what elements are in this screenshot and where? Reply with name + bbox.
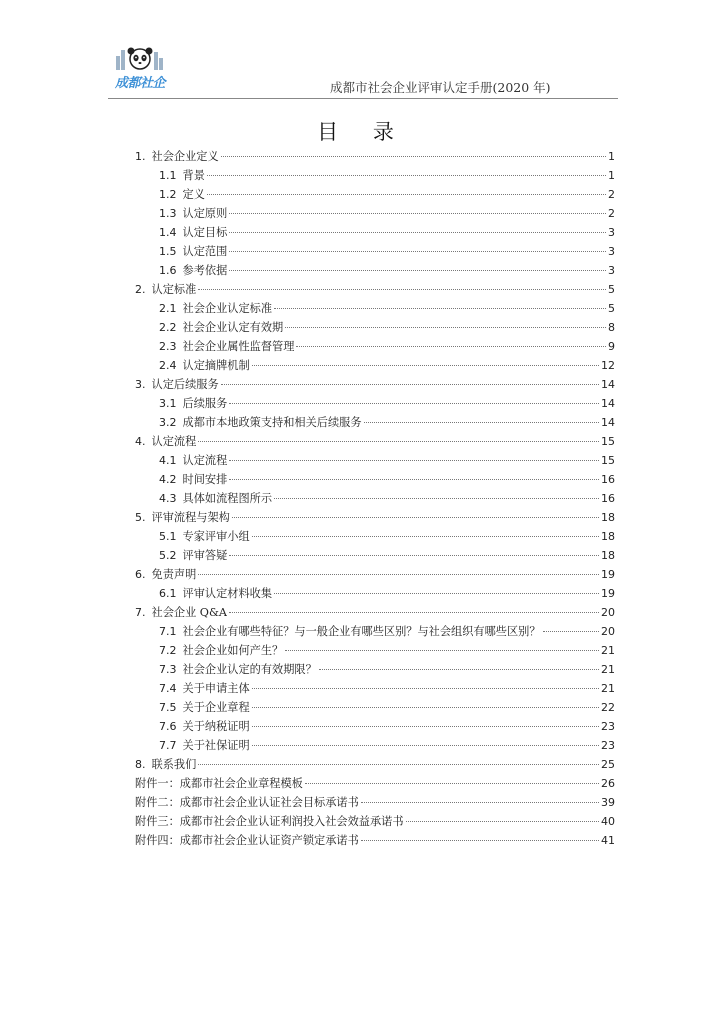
toc-entry-label: 认定后续服务	[151, 378, 219, 391]
toc-entry-number: 5.2	[159, 549, 177, 562]
toc-entry-page: 23	[601, 739, 615, 752]
toc-entry-label: 社会企业定义	[151, 150, 219, 163]
toc-entry-label: 评审流程与架构	[151, 511, 230, 524]
toc-entry-label: 社会企业如何产生？	[182, 644, 284, 657]
toc-title: 目 录	[317, 120, 408, 144]
toc-entry[interactable]	[135, 623, 615, 642]
toc-entry-label: 时间安排	[182, 473, 228, 486]
toc-entry[interactable]	[135, 737, 615, 756]
toc-entry-label: 认定目标	[182, 226, 228, 239]
toc-entry-page: 16	[601, 492, 615, 505]
toc-dot-leader	[229, 251, 606, 252]
toc-entry-label: 联系我们	[151, 758, 197, 771]
toc-dot-leader	[207, 194, 606, 195]
toc-entry-number: 4.	[135, 435, 146, 448]
toc-entry-page: 1	[608, 169, 615, 182]
toc-entry-page: 18	[601, 511, 615, 524]
toc-entry-label: 关于纳税证明	[182, 720, 250, 733]
toc-entry-number: 3.2	[159, 416, 177, 429]
toc-entry[interactable]	[135, 319, 615, 338]
toc-entry-label: 背景	[182, 169, 205, 182]
toc-entry-label: 认定原则	[182, 207, 228, 220]
toc-entry-page: 39	[601, 796, 615, 809]
toc-entry[interactable]	[135, 452, 615, 471]
logo	[110, 44, 170, 92]
toc-entry-number: 7.7	[159, 739, 177, 752]
toc-entry-page: 15	[601, 435, 615, 448]
toc-dot-leader	[274, 593, 599, 594]
toc-entry-page: 18	[601, 549, 615, 562]
toc-entry-label: 附件一：成都市社会企业章程模板	[135, 777, 303, 790]
toc-dot-leader	[296, 346, 606, 347]
toc-entry-page: 2	[608, 188, 615, 201]
header-divider	[108, 98, 618, 99]
panda-skyline-icon	[110, 44, 170, 74]
toc-entry-page: 21	[601, 644, 615, 657]
toc-dot-leader	[361, 802, 599, 803]
toc-entry[interactable]	[135, 794, 615, 813]
toc-entry-number: 7.	[135, 606, 146, 619]
toc-dot-leader	[274, 308, 606, 309]
toc-entry-label: 参考依据	[182, 264, 228, 277]
toc-entry-page: 3	[608, 264, 615, 277]
toc-dot-leader	[229, 555, 599, 556]
toc-entry-label: 后续服务	[182, 397, 228, 410]
toc-entry-page: 12	[601, 359, 615, 372]
toc-entry-page: 3	[608, 245, 615, 258]
toc-entry-page: 20	[601, 625, 615, 638]
toc-dot-leader	[252, 745, 599, 746]
toc-entry-label: 评审答疑	[182, 549, 228, 562]
toc-entry[interactable]	[135, 186, 615, 205]
toc-entry-number: 2.4	[159, 359, 177, 372]
toc-entry[interactable]	[135, 471, 615, 490]
toc-dot-leader	[229, 232, 606, 233]
toc-entry[interactable]	[135, 205, 615, 224]
toc-entry[interactable]	[135, 433, 615, 452]
toc-entry-page: 21	[601, 682, 615, 695]
toc-entry-label: 社会企业认定有效期	[182, 321, 284, 334]
toc-entry-label: 关于申请主体	[182, 682, 250, 695]
toc-entry-number: 4.3	[159, 492, 177, 505]
toc-entry[interactable]	[135, 395, 615, 414]
toc-entry-label: 免责声明	[151, 568, 197, 581]
toc-dot-leader	[232, 517, 599, 518]
toc-entry[interactable]	[135, 414, 615, 433]
toc-entry[interactable]	[135, 585, 615, 604]
toc-dot-leader	[252, 688, 599, 689]
header-title: 成都市社会企业评审认定手册(2020 年)	[330, 80, 551, 95]
toc-entry[interactable]	[135, 509, 615, 528]
toc-entry-number: 1.6	[159, 264, 177, 277]
toc-entry-page: 22	[601, 701, 615, 714]
toc-entry-number: 7.5	[159, 701, 177, 714]
toc-entry-number: 1.2	[159, 188, 177, 201]
toc-entry[interactable]	[135, 680, 615, 699]
toc-entry-label: 认定摘牌机制	[182, 359, 250, 372]
toc-entry-page: 15	[601, 454, 615, 467]
toc-entry[interactable]	[135, 300, 615, 319]
toc-dot-leader	[252, 536, 599, 537]
toc-entry-label: 评审认定材料收集	[182, 587, 273, 600]
toc-dot-leader	[198, 289, 606, 290]
toc-dot-leader	[198, 574, 599, 575]
toc-entry[interactable]	[135, 528, 615, 547]
toc-dot-leader	[319, 669, 599, 670]
toc-entry[interactable]	[135, 642, 615, 661]
toc-dot-leader	[207, 175, 606, 176]
toc-dot-leader	[229, 403, 599, 404]
toc-dot-leader	[198, 441, 599, 442]
toc-entry-number: 4.2	[159, 473, 177, 486]
toc-entry-label: 社会企业属性监督管理	[182, 340, 295, 353]
toc-entry-page: 21	[601, 663, 615, 676]
toc-entry-number: 7.6	[159, 720, 177, 733]
toc-dot-leader	[229, 612, 599, 613]
toc-entry-page: 14	[601, 416, 615, 429]
toc-entry[interactable]	[135, 167, 615, 186]
toc-dot-leader	[543, 631, 599, 632]
toc-dot-leader	[252, 726, 599, 727]
toc-entry-page: 16	[601, 473, 615, 486]
toc-entry-label: 认定流程	[151, 435, 197, 448]
toc-dot-leader	[406, 821, 599, 822]
toc-entry-number: 1.5	[159, 245, 177, 258]
toc-entry[interactable]	[135, 262, 615, 281]
toc-entry-label: 认定标准	[151, 283, 197, 296]
toc-entry-number: 4.1	[159, 454, 177, 467]
toc-entry[interactable]	[135, 832, 615, 851]
toc-entry-number: 2.	[135, 283, 146, 296]
toc-entry-number: 7.2	[159, 644, 177, 657]
toc-entry-page: 18	[601, 530, 615, 543]
toc-entry[interactable]	[135, 224, 615, 243]
toc-entry[interactable]	[135, 281, 615, 300]
toc-dot-leader	[221, 156, 606, 157]
toc-entry[interactable]	[135, 775, 615, 794]
toc-dot-leader	[252, 365, 599, 366]
toc-entry-page: 5	[608, 283, 615, 296]
toc-entry-label: 附件三：成都市社会企业认证利润投入社会效益承诺书	[135, 815, 404, 828]
toc-entry-label: 定义	[182, 188, 205, 201]
toc-entry-page: 26	[601, 777, 615, 790]
toc-entry-page: 14	[601, 378, 615, 391]
toc-entry[interactable]	[135, 376, 615, 395]
toc-dot-leader	[221, 384, 599, 385]
toc-entry[interactable]	[135, 547, 615, 566]
toc-entry-label: 关于社保证明	[182, 739, 250, 752]
toc-entry-number: 8.	[135, 758, 146, 771]
toc-entry-page: 8	[608, 321, 615, 334]
toc-entry-number: 6.1	[159, 587, 177, 600]
toc-entry-label: 社会企业有哪些特征？与一般企业有哪些区别？与社会组织有哪些区别？	[182, 625, 541, 638]
toc-entry[interactable]	[135, 490, 615, 509]
toc-entry-page: 40	[601, 815, 615, 828]
toc-entry-label: 关于企业章程	[182, 701, 250, 714]
toc-entry-number: 7.3	[159, 663, 177, 676]
toc-entry-number: 7.1	[159, 625, 177, 638]
toc-entry-number: 3.	[135, 378, 146, 391]
toc-entry-number: 5.	[135, 511, 146, 524]
toc-entry-page: 9	[608, 340, 615, 353]
toc-entry[interactable]	[135, 338, 615, 357]
toc-entry-label: 附件四：成都市社会企业认证资产锁定承诺书	[135, 834, 359, 847]
toc-entry-page: 19	[601, 587, 615, 600]
toc-entry-label: 具体如流程图所示	[182, 492, 273, 505]
toc-entry-number: 2.2	[159, 321, 177, 334]
toc-entry-label: 认定流程	[182, 454, 228, 467]
toc-dot-leader	[285, 327, 606, 328]
toc-entry-page: 5	[608, 302, 615, 315]
toc-entry[interactable]	[135, 148, 615, 167]
toc-dot-leader	[361, 840, 599, 841]
toc-entry-label: 成都市本地政策支持和相关后续服务	[182, 416, 362, 429]
toc-entry-number: 1.4	[159, 226, 177, 239]
toc-entry[interactable]	[135, 699, 615, 718]
toc-dot-leader	[198, 764, 599, 765]
toc-entry-number: 1.3	[159, 207, 177, 220]
toc-entry[interactable]	[135, 243, 615, 262]
toc-entry-number: 2.3	[159, 340, 177, 353]
toc-entry-number: 7.4	[159, 682, 177, 695]
toc-dot-leader	[229, 213, 606, 214]
toc-entry-number: 6.	[135, 568, 146, 581]
toc-entry-page: 25	[601, 758, 615, 771]
toc-entry-label: 社会企业认定标准	[182, 302, 273, 315]
toc-entry-label: 社会企业 Q&A	[151, 606, 228, 619]
toc-entry[interactable]	[135, 718, 615, 737]
toc-entry-number: 1.1	[159, 169, 177, 182]
toc-entry-page: 14	[601, 397, 615, 410]
toc-dot-leader	[229, 460, 599, 461]
toc-entry-label: 附件二：成都市社会企业认证社会目标承诺书	[135, 796, 359, 809]
toc-entry-page: 20	[601, 606, 615, 619]
toc-entry-page: 1	[608, 150, 615, 163]
toc-entry[interactable]	[135, 566, 615, 585]
toc-entry-number: 3.1	[159, 397, 177, 410]
toc-entry[interactable]	[135, 661, 615, 680]
toc-dot-leader	[229, 270, 606, 271]
toc-dot-leader	[364, 422, 599, 423]
toc-entry-label: 专家评审小组	[182, 530, 250, 543]
toc-dot-leader	[252, 707, 599, 708]
toc-entry[interactable]	[135, 813, 615, 832]
table-of-contents	[135, 148, 615, 851]
toc-dot-leader	[285, 650, 599, 651]
toc-dot-leader	[274, 498, 599, 499]
toc-entry-page: 19	[601, 568, 615, 581]
toc-dot-leader	[229, 479, 599, 480]
toc-entry-page: 2	[608, 207, 615, 220]
toc-entry[interactable]	[135, 604, 615, 623]
toc-dot-leader	[305, 783, 599, 784]
toc-entry[interactable]	[135, 756, 615, 775]
toc-entry[interactable]	[135, 357, 615, 376]
toc-entry-number: 5.1	[159, 530, 177, 543]
toc-entry-label: 社会企业认定的有效期限？	[182, 663, 317, 676]
logo-text: 成都社企	[114, 76, 165, 91]
toc-entry-number: 1.	[135, 150, 146, 163]
toc-entry-page: 41	[601, 834, 615, 847]
toc-entry-page: 23	[601, 720, 615, 733]
toc-entry-page: 3	[608, 226, 615, 239]
toc-entry-number: 2.1	[159, 302, 177, 315]
toc-entry-label: 认定范围	[182, 245, 228, 258]
